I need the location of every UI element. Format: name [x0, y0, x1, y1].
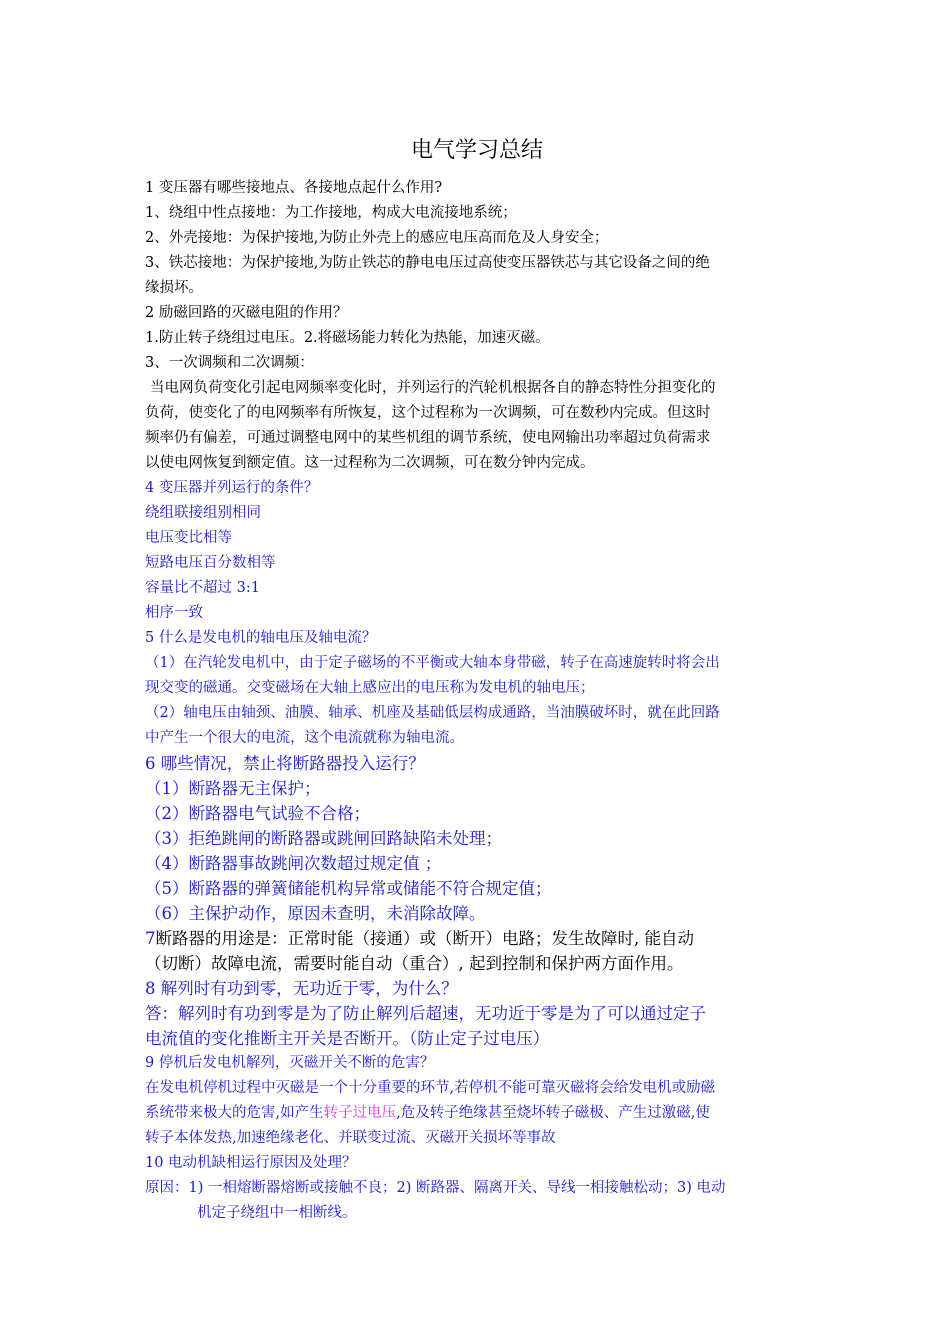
- section-5-question: 5 什么是发电机的轴电压及轴电流？: [145, 630, 377, 646]
- section-9-line-1: 在发电机停机过程中灭磁是一个十分重要的环节,若停机不能可靠灭磁将会给发电机或励磁: [145, 1080, 716, 1096]
- section-8-answer-line-2: 电流值的变化推断主开关是否断开。（防止定子过电压）: [145, 1029, 550, 1048]
- section-1-answer-3-line-1: 3、铁芯接地：为保护接地,为防止铁芯的静电电压过高使变压器铁芯与其它设备之间的绝: [145, 255, 710, 271]
- section-6-item: （3）拒绝跳闸的断路器或跳闸回路缺陷未处理；: [145, 829, 502, 848]
- section-2: [145, 301, 809, 351]
- section-5-answer-2-line-2: 中产生一个很大的电流，这个电流就称为轴电流。: [145, 730, 464, 746]
- section-5: [145, 626, 809, 751]
- section-8: [145, 976, 809, 1051]
- section-3-paragraph-line-3: 频率仍有偏差，可通过调整电网中的某些机组的调节系统，使电网输出功率超过负荷需求: [145, 430, 711, 446]
- section-1-answer-1: 1、绕组中性点接地：为工作接地，构成大电流接地系统；: [145, 205, 517, 221]
- section-8-answer-line-1: 答：解列时有功到零是为了防止解列后超速，无功近于零是为了可以通过定子: [145, 1004, 706, 1023]
- section-9-line-3: 转子本体发热,加速绝缘老化、并联变过流、灭磁开关损坏等事故: [145, 1130, 556, 1146]
- section-8-question: 8 解列时有功到零，无功近于零，为什么？: [145, 979, 458, 998]
- section-6: [145, 751, 809, 926]
- section-3-question: 3、一次调频和二次调频：: [145, 355, 314, 371]
- section-5-answer-1-line-1: （1）在汽轮发电机中，由于定子磁场的不平衡或大轴本身带磁，转子在高速旋转时将会出: [145, 655, 720, 671]
- section-6-item: （2）断路器电气试验不合格；: [145, 804, 370, 823]
- section-5-answer-1-line-2: 现交变的磁通。交变磁场在大轴上感应出的电压称为发电机的轴电压；: [145, 680, 595, 696]
- section-6-question: 6 哪些情况，禁止将断路器投入运行？: [145, 754, 425, 773]
- section-3-paragraph-line-2: 负荷，使变化了的电网频率有所恢复，这个过程称为一次调频，可在数秒内完成。但这时: [145, 405, 711, 421]
- section-7-line-1: [145, 926, 809, 951]
- section-9-line-2: [145, 1101, 809, 1126]
- highlighted-term: 转子过电压: [323, 1105, 397, 1121]
- section-3-paragraph-line-1: 当电网负荷变化引起电网频率变化时，并列运行的汽轮机根据各自的静态特性分担变化的: [150, 380, 716, 396]
- section-4: [145, 476, 809, 626]
- section-2-question: 2 励磁回路的灭磁电阻的作用？: [145, 305, 348, 321]
- document-title: 电气学习总结: [410, 138, 543, 163]
- section-6-item: （1）断路器无主保护；: [145, 779, 321, 798]
- section-10: [145, 1151, 809, 1226]
- section-9-question: 9 停机后发电机解列，灭磁开关不断的危害？: [145, 1055, 435, 1071]
- section-5-answer-2-line-1: （2）轴电压由轴颈、油膜、轴承、机座及基础低层构成通路，当油膜破坏时，就在此回路: [145, 705, 720, 721]
- section-10-line-1: 原因：1) 一相熔断器熔断或接触不良；2) 断路器、隔离开关、导线一相接触松动；3) 电动: [145, 1180, 726, 1196]
- section-4-item: 容量比不超过 3:1: [145, 580, 260, 596]
- section-1-question: 1 变压器有哪些接地点、各接地点起什么作用?: [145, 180, 443, 196]
- section-2-answer: 1.防止转子绕组过电压。2.将磁场能力转化为热能，加速灭磁。: [145, 330, 550, 346]
- section-9: [145, 1051, 809, 1151]
- section-1-answer-3-line-2: 缘损坏。: [145, 280, 203, 296]
- section-7-number: 7: [145, 929, 156, 948]
- section-4-item: 相序一致: [145, 605, 203, 621]
- document-page: [145, 128, 809, 1226]
- section-7: [145, 926, 809, 976]
- section-7-text: 断路器的用途是：正常时能（接通）或（断开）电路；发生故障时, 能自动: [155, 929, 694, 948]
- section-6-item: （4）断路器事故跳闸次数超过规定值 ；: [145, 854, 442, 873]
- section-3-paragraph-line-4: 以使电网恢复到额定值。这一过程称为二次调频，可在数分钟内完成。: [145, 455, 595, 471]
- section-10-question: 10 电动机缺相运行原因及处理？: [145, 1155, 357, 1171]
- section-6-item: （6）主保护动作，原因未查明，未消除故障。: [145, 904, 486, 923]
- section-1-answer-2: 2、外壳接地：为保护接地,为防止外壳上的感应电压高而危及人身安全；: [145, 230, 609, 246]
- section-4-item: 短路电压百分数相等: [145, 555, 276, 571]
- section-9-line-2-start: 系统带来极大的危害,如产生: [145, 1105, 324, 1121]
- section-10-line-2: 机定子绕组中一相断线。: [197, 1205, 357, 1221]
- section-4-question: 4 变压器并列运行的条件？: [145, 480, 319, 496]
- section-6-item: （5）断路器的弹簧储能机构异常或储能不符合规定值；: [145, 879, 552, 898]
- section-9-line-2-end: ,危及转子绝缘甚至烧坏转子磁极、产生过激磁,使: [396, 1105, 710, 1121]
- section-3: [145, 351, 809, 476]
- section-1: [145, 176, 809, 301]
- section-4-item: 绕组联接组别相同: [145, 505, 261, 521]
- section-7-line-2: （切断）故障电流，需要时能自动（重合）, 起到控制和保护两方面作用。: [145, 954, 684, 973]
- section-4-item: 电压变比相等: [145, 530, 232, 546]
